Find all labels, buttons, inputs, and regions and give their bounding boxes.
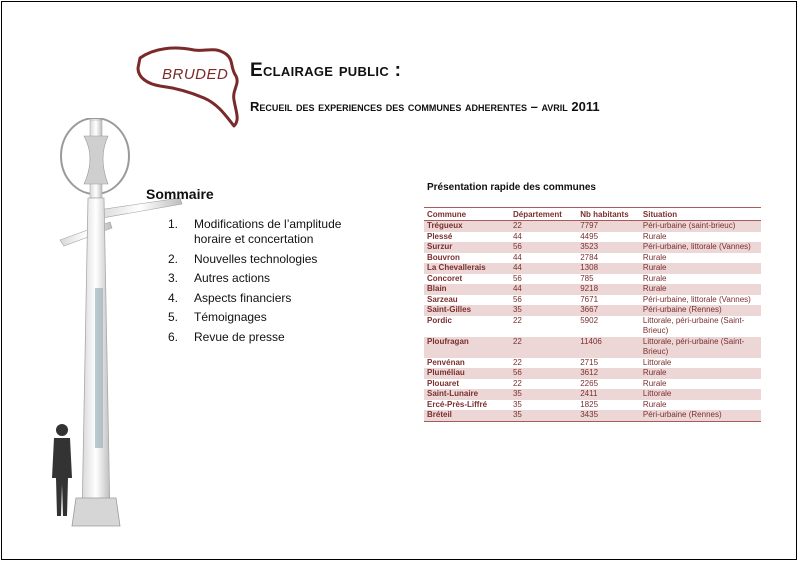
table-cell: Ercé-Près-Liffré bbox=[427, 399, 488, 409]
header-habitants: Nb habitants bbox=[577, 208, 640, 221]
page-title: Eclairage public : bbox=[250, 60, 402, 81]
table-cell: 9218 bbox=[577, 284, 640, 295]
table-cell: Saint-Lunaire bbox=[424, 389, 510, 400]
table-cell: 1825 bbox=[580, 399, 599, 409]
table-cell: Pluméliau bbox=[424, 368, 510, 379]
table-cell: Rurale bbox=[642, 252, 667, 262]
table-cell: 3667 bbox=[577, 305, 640, 316]
table-cell: 2784 bbox=[580, 252, 599, 262]
table-cell: 22 bbox=[510, 221, 577, 232]
table-cell: Rurale bbox=[640, 284, 761, 295]
table-cell: Blain bbox=[424, 284, 510, 295]
table-cell: Péri-urbaine, littorale (Vannes) bbox=[640, 242, 761, 253]
sommaire-list bbox=[168, 217, 373, 349]
table-cell: 785 bbox=[580, 273, 594, 283]
sommaire-item: 2. Nouvelles technologies bbox=[168, 251, 318, 266]
table-cell: 2265 bbox=[580, 378, 599, 388]
table-cell: 2411 bbox=[577, 389, 640, 400]
table-cell: 4495 bbox=[580, 231, 599, 241]
table-cell: Saint-Gilles bbox=[424, 305, 510, 316]
table-cell: 56 bbox=[512, 294, 522, 304]
table-row bbox=[424, 295, 761, 306]
table-row bbox=[424, 410, 761, 421]
table-cell: Rurale bbox=[642, 378, 667, 388]
table-cell: 56 bbox=[510, 242, 577, 253]
table-row bbox=[424, 284, 761, 295]
page-subtitle: Recueil des experiences des communes adherentes – avril 2011 bbox=[250, 99, 600, 114]
table-cell: Bréteil bbox=[424, 410, 510, 421]
table-cell: 35 bbox=[510, 410, 577, 421]
table-cell: 22 bbox=[512, 315, 522, 325]
table-row bbox=[424, 274, 761, 285]
table-cell: 56 bbox=[512, 273, 522, 283]
header-departement: Département bbox=[510, 208, 577, 221]
table-cell: 22 bbox=[510, 337, 577, 358]
table-cell: Plessé bbox=[427, 231, 453, 241]
table-cell: 3435 bbox=[577, 410, 640, 421]
table-header-row bbox=[424, 208, 761, 221]
table-cell: Littorale, péri-urbaine (Saint-Brieuc) bbox=[642, 315, 745, 335]
sommaire-item: 1. Modifications de l’amplitude horaire et concertation bbox=[168, 217, 342, 246]
table-cell: Péri-urbaine (Rennes) bbox=[640, 305, 761, 316]
table-cell: 44 bbox=[512, 231, 522, 241]
table-row bbox=[424, 400, 761, 411]
table-cell: Surzur bbox=[424, 242, 510, 253]
table-cell: Trégueux bbox=[424, 221, 510, 232]
table-cell: 7671 bbox=[580, 294, 599, 304]
table-row bbox=[424, 221, 761, 232]
table-cell: Rurale bbox=[642, 273, 667, 283]
table-cell: Rurale bbox=[642, 231, 667, 241]
table-cell: 35 bbox=[510, 389, 577, 400]
table-row bbox=[424, 305, 761, 316]
logo-text: BRUDED bbox=[162, 66, 229, 83]
table-cell: 3523 bbox=[577, 242, 640, 253]
table-cell: 44 bbox=[512, 252, 522, 262]
table-cell: 5902 bbox=[580, 315, 599, 325]
table-cell: Pordic bbox=[427, 315, 452, 325]
table-row bbox=[424, 316, 761, 337]
table-row bbox=[424, 389, 761, 400]
table-row bbox=[424, 358, 761, 369]
table-cell: Ploufragan bbox=[424, 337, 510, 358]
communes-table bbox=[424, 207, 761, 422]
sommaire-item: 5. Témoignages bbox=[168, 310, 267, 324]
table-row bbox=[424, 242, 761, 253]
sommaire-item: 3. Autres actions bbox=[168, 271, 271, 285]
bruded-logo-outline bbox=[134, 42, 244, 130]
header-situation: Situation bbox=[640, 208, 761, 221]
table-row bbox=[424, 379, 761, 390]
table-cell: Rurale bbox=[642, 399, 667, 409]
table-cell: Concoret bbox=[427, 273, 463, 283]
sommaire-heading: Sommaire bbox=[146, 186, 214, 202]
table-cell: Littorale, péri-urbaine (Saint-Brieuc) bbox=[640, 337, 761, 358]
table-cell: 11406 bbox=[577, 337, 640, 358]
table-cell: Plouaret bbox=[427, 378, 460, 388]
table-row bbox=[424, 253, 761, 264]
table-cell: Littorale bbox=[642, 357, 672, 367]
sommaire-item: 4. Aspects financiers bbox=[168, 290, 292, 305]
table-cell: 35 bbox=[510, 305, 577, 316]
table-cell: 44 bbox=[510, 263, 577, 274]
table-cell: La Chevallerais bbox=[424, 263, 510, 274]
table-cell: 35 bbox=[512, 399, 522, 409]
table-cell: Péri-urbaine, littorale (Vannes) bbox=[642, 294, 751, 304]
table-cell: Bouvron bbox=[427, 252, 460, 262]
table-cell: Péri-urbaine (Rennes) bbox=[640, 410, 761, 421]
table-cell: Littorale bbox=[640, 389, 761, 400]
table-cell: Rurale bbox=[640, 263, 761, 274]
table-row bbox=[424, 232, 761, 243]
table-cell: 22 bbox=[512, 378, 522, 388]
table-cell: 1308 bbox=[577, 263, 640, 274]
table-cell: 3612 bbox=[577, 368, 640, 379]
table-title: Présentation rapide des communes bbox=[427, 182, 596, 193]
table-cell: Sarzeau bbox=[427, 294, 458, 304]
table-row bbox=[424, 337, 761, 358]
table-cell: Rurale bbox=[640, 368, 761, 379]
table-cell: 56 bbox=[510, 368, 577, 379]
header-commune: Commune bbox=[424, 208, 510, 221]
table-cell: 2715 bbox=[580, 357, 599, 367]
sommaire-item: 6. Revue de presse bbox=[168, 329, 285, 344]
table-cell: Penvénan bbox=[427, 357, 465, 367]
table-body bbox=[424, 221, 761, 422]
table-row bbox=[424, 368, 761, 379]
table-cell: Péri-urbaine (saint-brieuc) bbox=[640, 221, 761, 232]
table-cell: 44 bbox=[510, 284, 577, 295]
table-cell: 7797 bbox=[577, 221, 640, 232]
table-row bbox=[424, 263, 761, 274]
table-cell: 22 bbox=[512, 357, 522, 367]
